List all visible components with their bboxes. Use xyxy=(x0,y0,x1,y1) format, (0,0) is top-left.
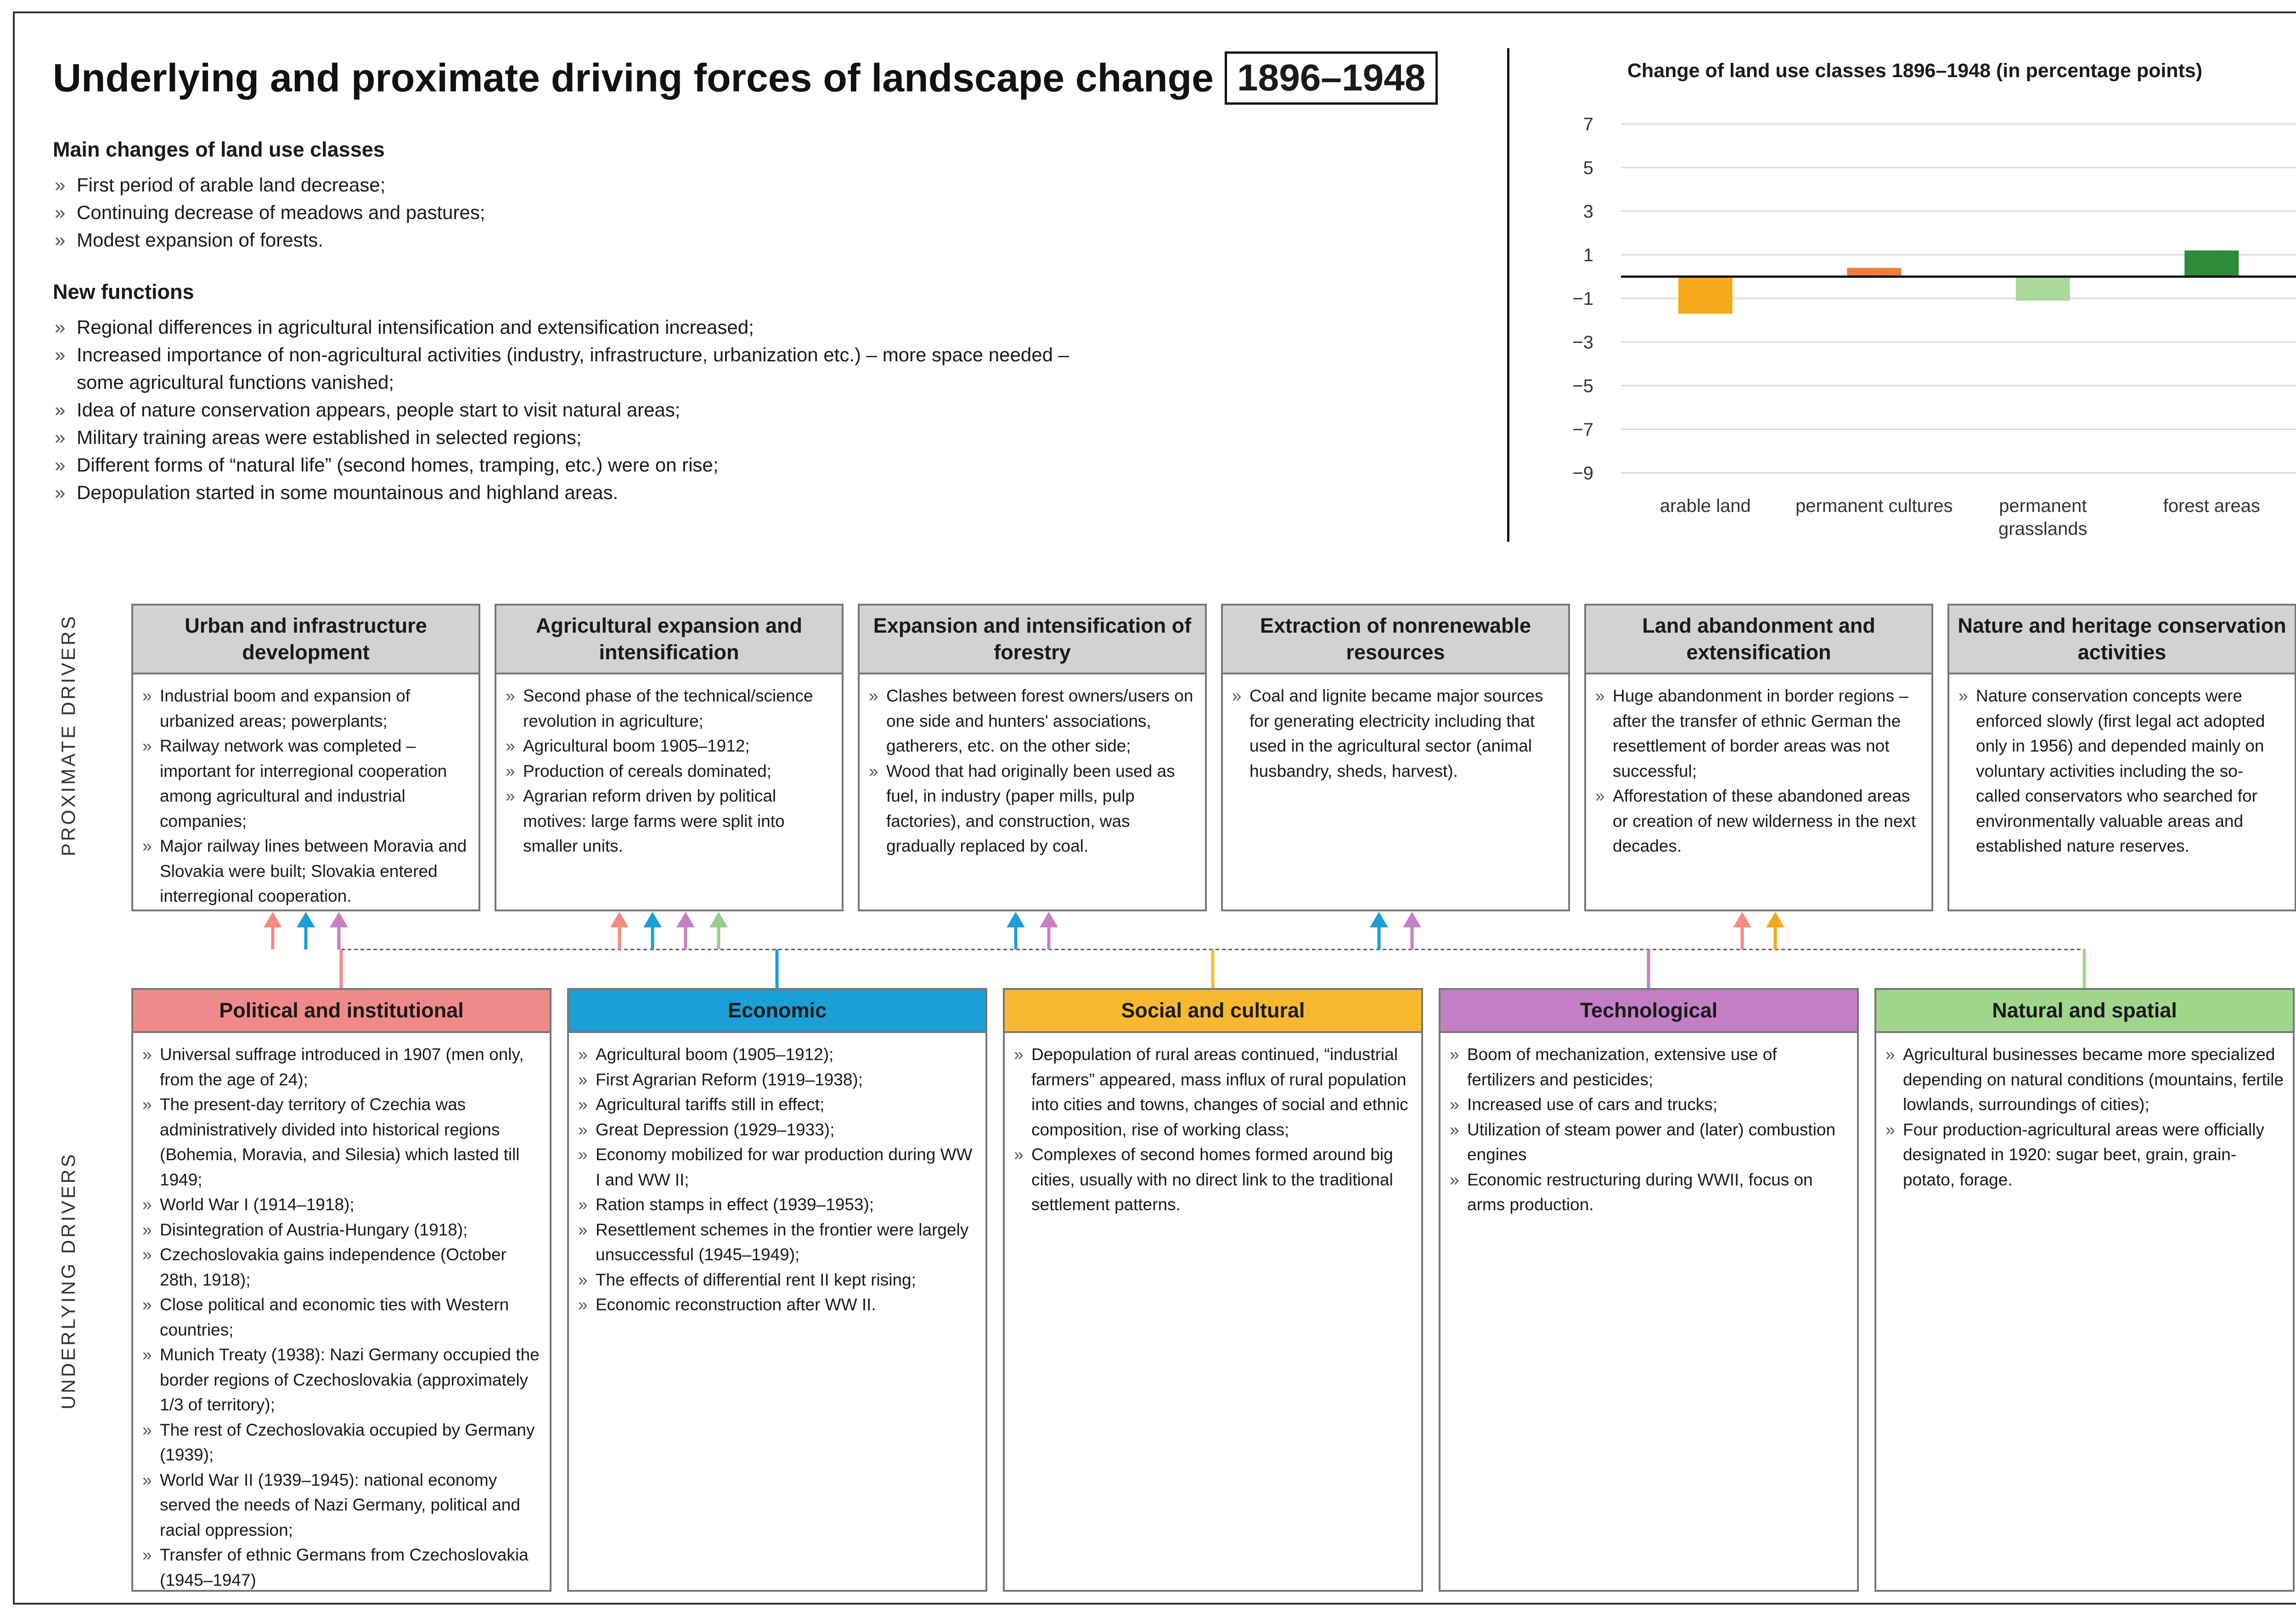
proximate-box-list xyxy=(1949,674,2295,859)
list-item: » Depopulation of rural areas continued, “industrial farmers” appeared, mass influx of rural population into cities and towns, changes of social and ethnic composition, rise of working class; xyxy=(1011,1042,1413,1142)
underlying-box-title: Technological xyxy=(1441,990,1857,1033)
chart-ytick-label: −9 xyxy=(1572,463,1593,483)
proximate-box-conservation xyxy=(1947,604,2296,911)
list-item: » Great Depression (1929–1933); xyxy=(575,1117,977,1143)
influence-arrow-head xyxy=(330,912,348,927)
new-functions-item: » Idea of nature conservation appears, people start to visit natural areas; xyxy=(53,396,1109,424)
list-item: » Increased use of cars and trucks; xyxy=(1447,1092,1849,1117)
chart-category-label: arable land xyxy=(1660,496,1751,516)
list-item: » Economy mobilized for war production during WW I and WW II; xyxy=(575,1142,977,1192)
proximate-box-title: Urban and infrastructure development xyxy=(133,606,478,674)
new-functions-item: » Different forms of “natural life” (second homes, tramping, etc.) were on rise; xyxy=(53,451,1109,479)
influence-arrow-head xyxy=(610,912,629,927)
list-item: » Agricultural businesses became more specialized depending on natural conditions (mountains, fertile lowlands, surroundings of cities); xyxy=(1883,1042,2285,1117)
list-item: » Czechoslovakia gains independence (October 28th, 1918); xyxy=(140,1242,541,1292)
influence-arrow-head xyxy=(643,912,662,927)
list-item: » The effects of differential rent II kept rising; xyxy=(575,1268,977,1293)
underlying-box-list xyxy=(1005,1033,1421,1218)
influence-arrow-head xyxy=(1007,912,1025,927)
list-item: » Wood that had originally been used as fuel, in industry (paper mills, pulp factories), and construction, was gradually replaced by coal. xyxy=(866,759,1197,859)
proximate-box-agriculture xyxy=(495,604,844,911)
list-item: » Afforestation of these abandoned areas or creation of new wilderness in the next decades. xyxy=(1593,784,1923,859)
proximate-box-forestry xyxy=(858,604,1207,911)
proximate-box-list xyxy=(1586,674,1931,859)
influence-arrow-head xyxy=(264,912,282,927)
page-title: Underlying and proximate driving forces of landscape change xyxy=(53,56,1214,100)
list-item: » Huge abandonment in border regions – after the transfer of ethnic German the resettlement of border areas was not successful; xyxy=(1593,684,1923,784)
list-item: » The rest of Czechoslovakia occupied by Germany (1939); xyxy=(140,1418,541,1468)
list-item: » Complexes of second homes formed around big cities, usually with no direct link to the traditional settlement patterns. xyxy=(1011,1142,1413,1218)
list-item: » Resettlement schemes in the frontier were largely unsuccessful (1945–1949); xyxy=(575,1218,977,1268)
list-item: » Utilization of steam power and (later) combustion engines xyxy=(1447,1117,1849,1168)
list-item: » Agrarian reform driven by political motives: large farms were split into smaller units. xyxy=(503,784,833,859)
list-item: » Production of cereals dominated; xyxy=(503,759,833,784)
proximate-box-title: Nature and heritage conservation activities xyxy=(1949,606,2295,674)
list-item: » Agricultural boom 1905–1912; xyxy=(503,734,833,759)
underlying-box-title: Natural and spatial xyxy=(1876,990,2293,1033)
list-item: » Major railway lines between Moravia and Slovakia were built; Slovakia entered interregional cooperation. xyxy=(140,834,470,909)
influence-arrow-head xyxy=(709,912,728,927)
list-item: » Economic restructuring during WWII, focus on arms production. xyxy=(1447,1168,1849,1218)
chart-ytick-label: 7 xyxy=(1583,114,1593,135)
chart-category-label: forest areas xyxy=(2163,496,2260,516)
underlying-box-title: Social and cultural xyxy=(1005,990,1421,1033)
list-item: » World War II (1939–1945): national economy served the needs of Nazi Germany, political and racial oppression; xyxy=(140,1468,541,1543)
underlying-box-list xyxy=(1441,1033,1857,1218)
new-functions-item: » Depopulation started in some mountainous and highland areas. xyxy=(53,479,1109,506)
chart-ytick-label: −5 xyxy=(1572,376,1593,396)
list-item: » Munich Treaty (1938): Nazi Germany occupied the border regions of Czechoslovakia (approximately 1/3 of territory); xyxy=(140,1342,541,1418)
chart-ytick-label: −7 xyxy=(1572,420,1593,440)
proximate-box-urban xyxy=(131,604,480,911)
proximate-box-list xyxy=(496,674,842,859)
list-item: » Railway network was completed – important for interregional cooperation among agricultural and industrial companies; xyxy=(140,734,470,834)
proximate-box-list xyxy=(860,674,1205,859)
influence-arrow-head xyxy=(676,912,695,927)
proximate-box-abandonment xyxy=(1584,604,1933,911)
proximate-box-title: Expansion and intensification of forestry xyxy=(860,606,1205,674)
list-item: » Industrial boom and expansion of urbanized areas; powerplants; xyxy=(140,684,470,734)
list-item: » Coal and lignite became major sources for generating electricity including that used in the agricultural sector (animal husbandry, sheds, harvest). xyxy=(1229,684,1560,784)
list-item: » Agricultural tariffs still in effect; xyxy=(575,1092,977,1117)
chart-ytick-label: −1 xyxy=(1572,289,1593,309)
influence-arrow-head xyxy=(1040,912,1058,927)
influence-arrow-head xyxy=(297,912,315,927)
chart-ytick-label: 3 xyxy=(1583,202,1593,222)
list-item: » World War I (1914–1918); xyxy=(140,1192,541,1218)
chart-category-label: permanent grasslands xyxy=(1998,496,2088,539)
underlying-box-technological xyxy=(1439,988,1859,1592)
list-item: » First Agrarian Reform (1919–1938); xyxy=(575,1067,977,1093)
new-functions-item: » Increased importance of non-agricultural activities (industry, infrastructure, urbanization etc.) – more space needed – some agricultural functions vanished; xyxy=(53,341,1109,396)
list-item: » Agricultural boom (1905–1912); xyxy=(575,1042,977,1067)
underlying-box-political xyxy=(131,988,551,1592)
proximate-box-title: Agricultural expansion and intensification xyxy=(496,606,842,674)
list-item: » Close political and economic ties with Western countries; xyxy=(140,1292,541,1342)
period-box: 1896–1948 xyxy=(1225,51,1438,105)
main-changes-heading: Main changes of land use classes xyxy=(53,138,385,161)
underlying-box-list xyxy=(569,1033,985,1318)
list-item: » Universal suffrage introduced in 1907 (men only, from the age of 24); xyxy=(140,1042,541,1092)
proximate-box-list xyxy=(1223,674,1568,784)
proximate-box-title: Extraction of nonrenewable resources xyxy=(1223,606,1568,674)
new-functions-item: » Regional differences in agricultural intensification and extensification increased; xyxy=(53,314,1109,341)
new-functions-heading: New functions xyxy=(53,280,194,303)
list-item: » Ration stamps in effect (1939–1953); xyxy=(575,1192,977,1218)
proximate-box-extraction xyxy=(1221,604,1570,911)
chart-ytick-label: −3 xyxy=(1572,332,1593,353)
influence-arrow-head xyxy=(1370,912,1388,927)
proximate-drivers-label: PROXIMATE DRIVERS xyxy=(57,614,79,856)
underlying-drivers-label: UNDERLYING DRIVERS xyxy=(57,1152,79,1409)
list-item: » Economic reconstruction after WW II. xyxy=(575,1292,977,1318)
main-changes-item: » Continuing decrease of meadows and pastures; xyxy=(53,199,485,226)
chart-title: Change of land use classes 1896–1948 (in percentage points) xyxy=(1627,60,2203,82)
underlying-box-list xyxy=(1876,1033,2293,1192)
main-changes-item: » First period of arable land decrease; xyxy=(53,171,485,199)
list-item: » Nature conservation concepts were enforced slowly (first legal act adopted only in 1956) and depended mainly on voluntary activities including the so-called conservators who searched for environmentally valuable areas and established nature reserves. xyxy=(1956,684,2286,859)
influence-arrow-head xyxy=(1766,912,1784,927)
proximate-box-list xyxy=(133,674,478,909)
underlying-box-title: Political and institutional xyxy=(133,990,550,1033)
chart-ytick-label: 5 xyxy=(1583,158,1593,178)
influence-arrow-head xyxy=(1403,912,1421,927)
chart-ytick-label: 1 xyxy=(1583,245,1593,265)
list-item: » The present-day territory of Czechia was administratively divided into historical regions (Bohemia, Moravia, and Silesia) which lasted till 1949; xyxy=(140,1092,541,1192)
underlying-box-economic xyxy=(567,988,987,1592)
list-item: » Disintegration of Austria-Hungary (1918); xyxy=(140,1218,541,1243)
chart-category-label: permanent cultures xyxy=(1795,496,1953,516)
influence-arrow-head xyxy=(1733,912,1751,927)
proximate-box-title: Land abandonment and extensification xyxy=(1586,606,1931,674)
new-functions-item: » Military training areas were established in selected regions; xyxy=(53,424,1109,451)
list-item: » Four production-agricultural areas were officially designated in 1920: sugar beet, grain, grain-potato, forage. xyxy=(1883,1117,2285,1193)
underlying-box-title: Economic xyxy=(569,990,985,1033)
underlying-box-natural xyxy=(1874,988,2295,1592)
main-changes-item: » Modest expansion of forests. xyxy=(53,226,485,254)
underlying-box-social xyxy=(1003,988,1423,1592)
list-item: » Transfer of ethnic Germans from Czechoslovakia (1945–1947) xyxy=(140,1543,541,1593)
list-item: » Second phase of the technical/science revolution in agriculture; xyxy=(503,684,833,734)
list-item: » Boom of mechanization, extensive use of fertilizers and pesticides; xyxy=(1447,1042,1849,1092)
underlying-box-list xyxy=(133,1033,550,1593)
list-item: » Clashes between forest owners/users on one side and hunters' associations, gatherers, etc. on the other side; xyxy=(866,684,1197,759)
